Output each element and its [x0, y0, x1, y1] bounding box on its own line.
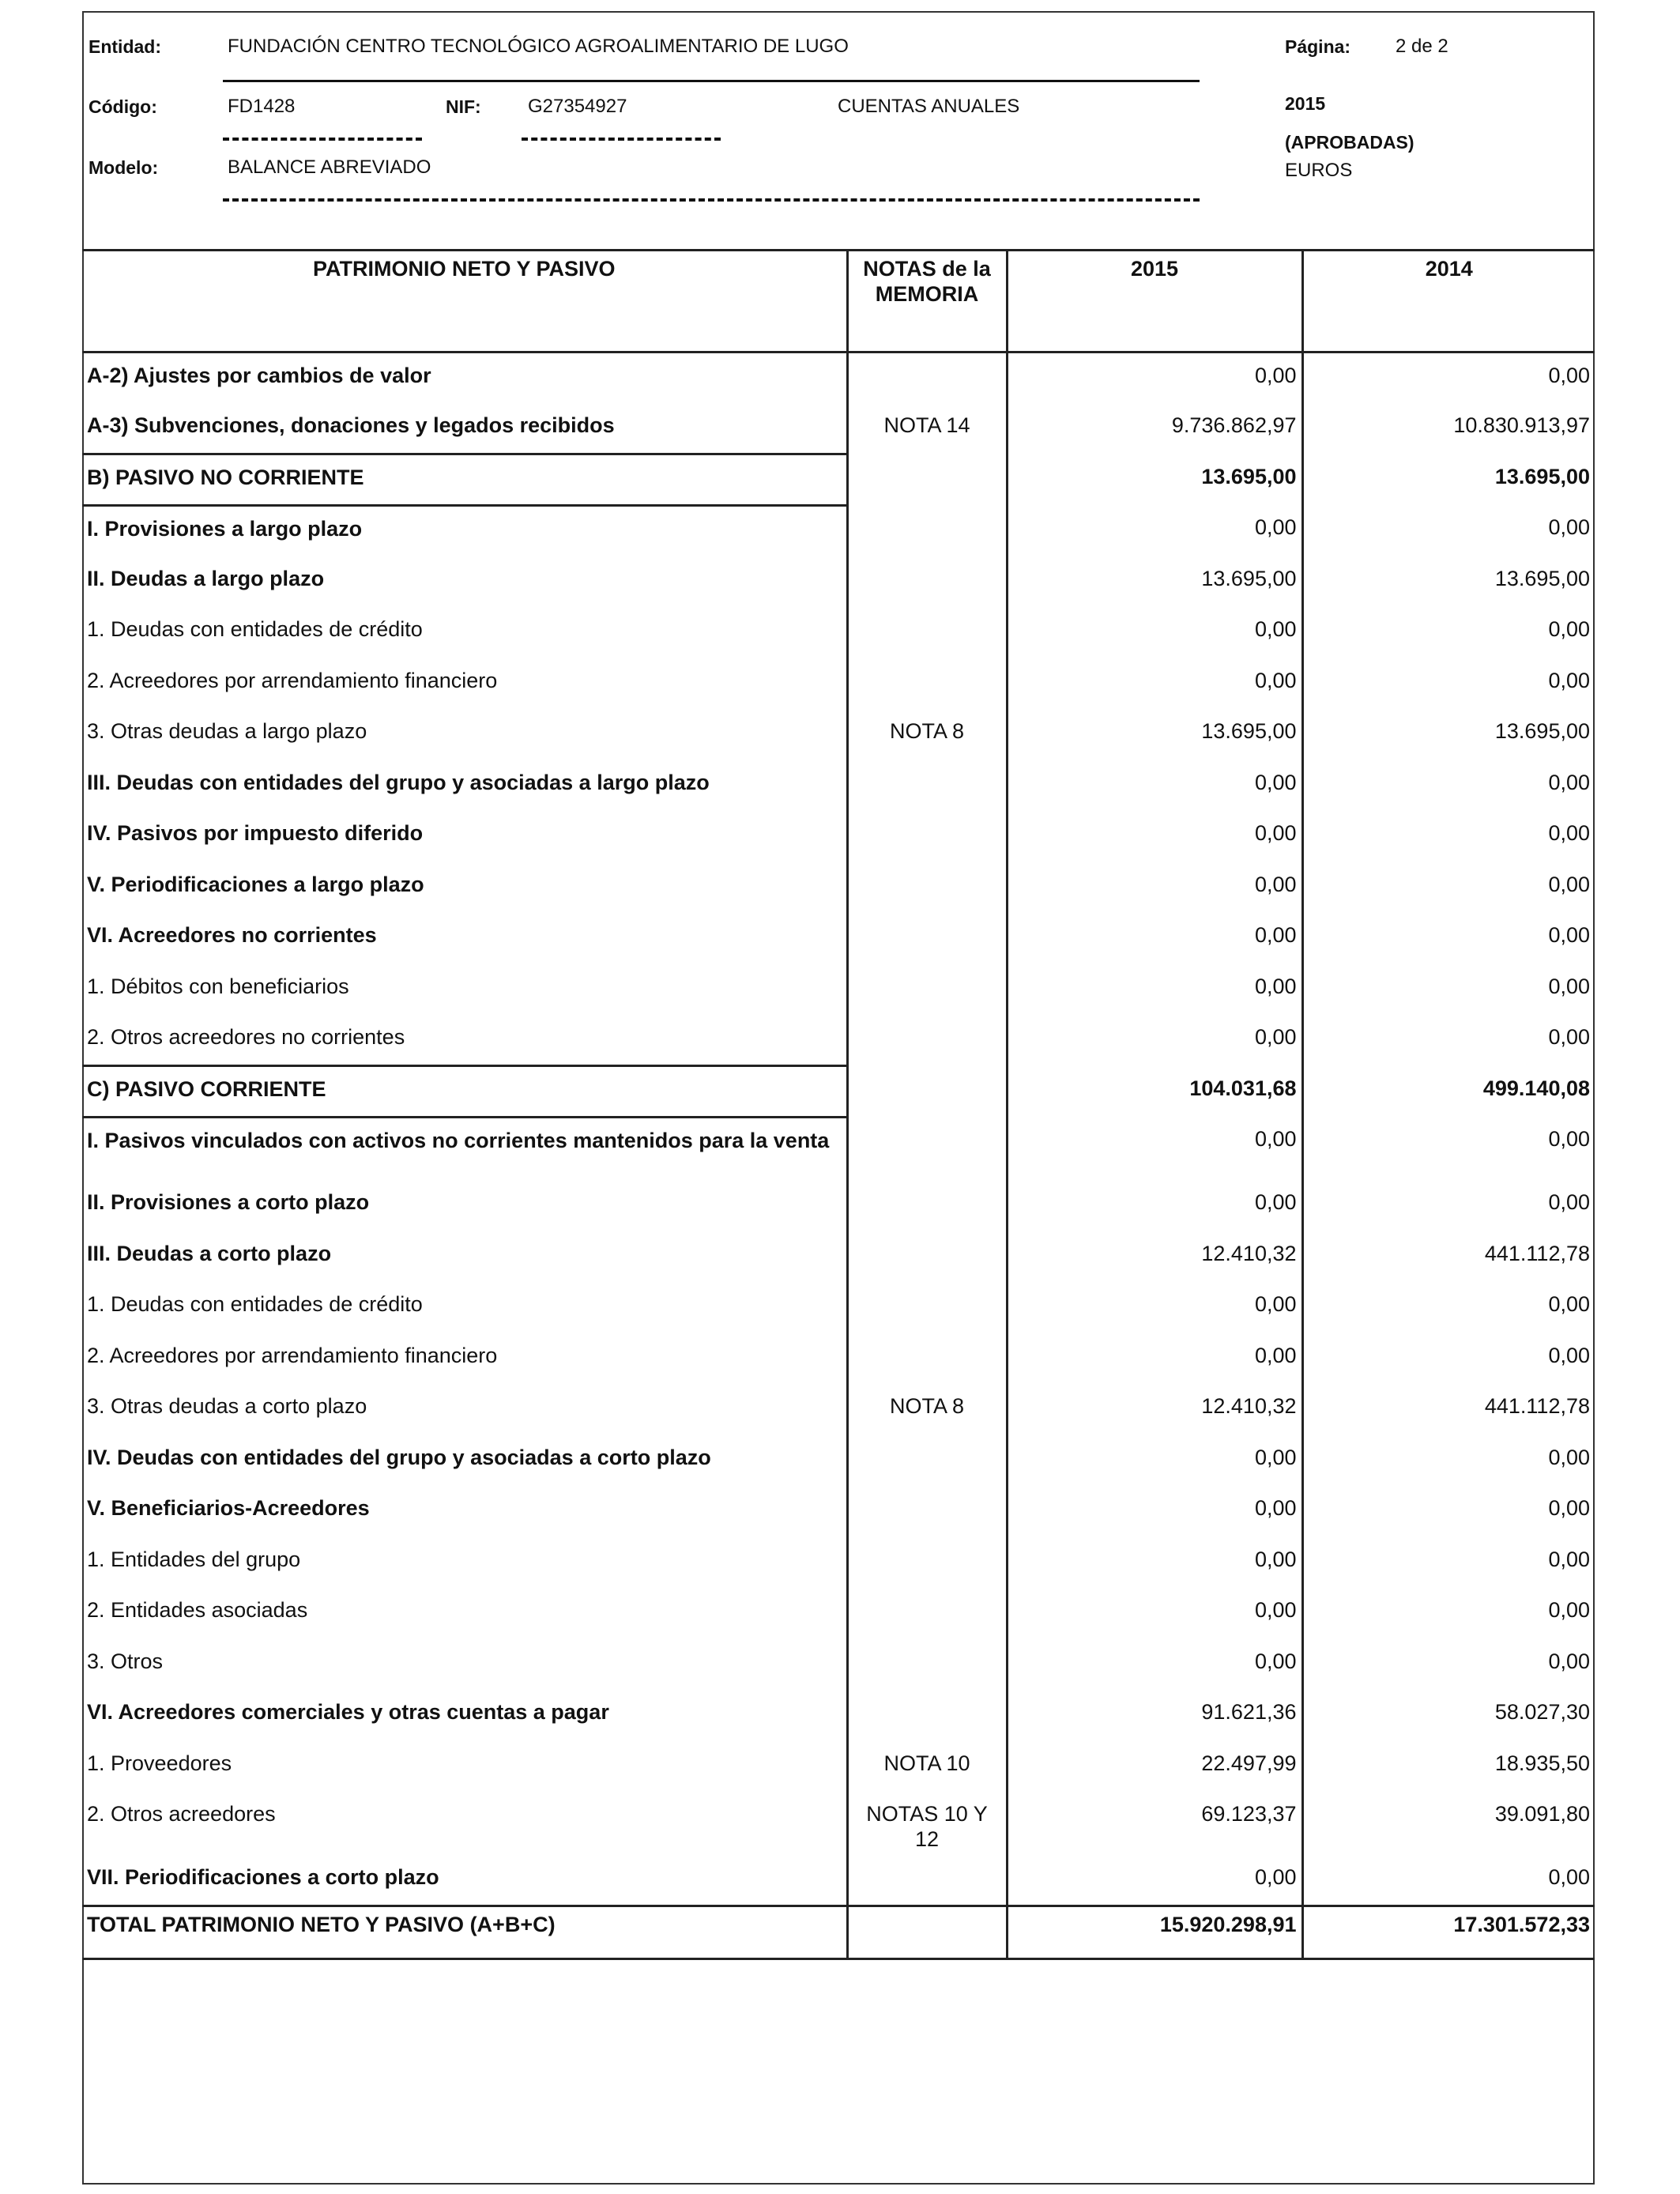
row-label: 2. Entidades asociadas: [87, 1598, 308, 1622]
row-value-2014: 0,00: [1548, 1190, 1590, 1214]
row-label: VI. Acreedores no corrientes: [87, 923, 377, 947]
pagina-label: Página:: [1285, 36, 1351, 57]
row-label: 3. Otros: [87, 1649, 164, 1673]
row-note: NOTA 10: [847, 1741, 1007, 1793]
row-value-2014: 0,00: [1548, 1496, 1590, 1520]
row-value-2015: 0,00: [1007, 1117, 1302, 1180]
row-value-2015: 0,00: [1007, 1855, 1302, 1906]
row-value-2014: 39.091,80: [1494, 1802, 1590, 1826]
row-label: I. Pasivos vinculados con activos no corrientes mantenidos para la venta: [82, 1117, 847, 1180]
row-value-2015: 0,00: [1007, 811, 1302, 862]
row-label: 3. Otras deudas a largo plazo: [87, 719, 367, 743]
row-value-2015: 91.621,36: [1007, 1690, 1302, 1741]
row-value-2014: 13.695,00: [1494, 719, 1590, 743]
row-value-2015: 0,00: [1007, 1588, 1302, 1639]
row-label: 1. Deudas con entidades de crédito: [87, 617, 423, 641]
row-note: [847, 1066, 1007, 1118]
row-value-2015: 69.123,37: [1007, 1792, 1302, 1855]
entidad-underline: [223, 80, 1200, 82]
row-note: [847, 556, 1007, 608]
row-value-2014: 0,00: [1548, 923, 1590, 947]
row-value-2015: 0,00: [1007, 607, 1302, 658]
entidad-value: FUNDACIÓN CENTRO TECNOLÓGICO AGROALIMENTARIO DE LUGO: [228, 36, 849, 57]
row-value-2014: 0,00: [1548, 617, 1590, 641]
table-row: [82, 1231, 1595, 1283]
row-value-2015: 22.497,99: [1007, 1741, 1302, 1793]
row-label: 1. Proveedores: [87, 1751, 232, 1775]
pagina-value: 2 de 2: [1396, 36, 1448, 57]
row-note: [847, 454, 1007, 506]
table-row: [82, 1639, 1595, 1691]
row-label: IV. Pasivos por impuesto diferido: [87, 821, 424, 845]
row-value-2014: 0,00: [1548, 668, 1590, 692]
row-note: [847, 862, 1007, 914]
row-value-2015: 0,00: [1007, 1015, 1302, 1066]
balance-table: [82, 249, 1595, 1960]
table-row: [82, 658, 1595, 710]
table-row: [82, 1333, 1595, 1385]
row-note: [847, 1117, 1007, 1180]
row-value-2015: 0,00: [1007, 1180, 1302, 1231]
table-row: [82, 505, 1595, 556]
row-value-2014: 0,00: [1548, 1598, 1590, 1622]
row-value-2014: 0,00: [1548, 770, 1590, 794]
row-value-2014: 0,00: [1548, 1025, 1590, 1049]
row-note: [847, 352, 1007, 404]
row-label: 1. Débitos con beneficiarios: [87, 974, 349, 998]
row-note: [847, 1282, 1007, 1333]
table-row: [82, 607, 1595, 658]
row-value-2015: 0,00: [1007, 658, 1302, 710]
table-row: [82, 1384, 1595, 1435]
row-label: II. Provisiones a corto plazo: [87, 1190, 370, 1214]
row-note: [847, 1486, 1007, 1537]
modelo-label: Modelo:: [89, 157, 159, 178]
modelo-value: BALANCE ABREVIADO: [228, 156, 431, 178]
row-label: V. Periodificaciones a largo plazo: [87, 872, 424, 896]
row-value-2015: 0,00: [1007, 760, 1302, 812]
row-value-2014: 13.695,00: [1494, 566, 1590, 590]
row-label: III. Deudas a corto plazo: [87, 1241, 332, 1265]
row-note: NOTA 14: [847, 403, 1007, 454]
row-value-2014: 0,00: [1548, 364, 1590, 387]
row-value-2014: 13.695,00: [1494, 464, 1590, 488]
row-value-2015: 9.736.862,97: [1007, 403, 1302, 454]
table-row: [82, 1486, 1595, 1537]
modelo-underline: [223, 198, 1200, 202]
row-note: [847, 1588, 1007, 1639]
row-value-2015: 0,00: [1007, 1639, 1302, 1691]
table-row: [82, 1588, 1595, 1639]
table-row: [82, 352, 1595, 404]
table-row: [82, 964, 1595, 1016]
table-row: [82, 862, 1595, 914]
table-row: [82, 913, 1595, 964]
row-value-2014: 0,00: [1548, 1547, 1590, 1571]
table-row: [82, 556, 1595, 608]
table-row: [82, 1855, 1595, 1906]
row-label: 1. Deudas con entidades de crédito: [87, 1292, 423, 1316]
row-value-2014: 441.112,78: [1484, 1241, 1590, 1265]
row-value-2015: 12.410,32: [1007, 1231, 1302, 1283]
row-note: [847, 1639, 1007, 1691]
row-label: 2. Acreedores por arrendamiento financiero: [87, 1343, 498, 1367]
row-note: NOTA 8: [847, 1384, 1007, 1435]
row-note: [847, 1855, 1007, 1906]
table-row: [82, 1066, 1595, 1118]
row-label: 1. Entidades del grupo: [87, 1547, 301, 1571]
row-label: I. Provisiones a largo plazo: [82, 505, 847, 556]
row-value-2015: 0,00: [1007, 352, 1302, 404]
row-value-2015: 0,00: [1007, 1282, 1302, 1333]
row-label: IV. Deudas con entidades del grupo y asociadas a corto plazo: [87, 1445, 711, 1469]
row-value-2014: 0,00: [1548, 1343, 1590, 1367]
year-label: 2015: [1285, 93, 1326, 114]
codigo-value: FD1428: [228, 96, 296, 117]
row-value-2015: 12.410,32: [1007, 1384, 1302, 1435]
row-value-2014: 18.935,50: [1494, 1751, 1590, 1775]
row-note: [847, 913, 1007, 964]
row-label: 2. Otros acreedores no corrientes: [82, 1015, 847, 1066]
row-note: [847, 1180, 1007, 1231]
codigo-underline: [223, 138, 422, 141]
row-value-2014: 0,00: [1548, 1445, 1590, 1469]
row-value-2014: 0,00: [1548, 821, 1590, 845]
row-value-2014: 0,00: [1548, 1292, 1590, 1316]
row-note: [847, 658, 1007, 710]
row-label: A-3) Subvenciones, donaciones y legados recibidos: [87, 413, 615, 437]
row-note: [847, 760, 1007, 812]
row-label: III. Deudas con entidades del grupo y asociadas a largo plazo: [87, 770, 710, 794]
row-value-2014: 10.830.913,97: [1453, 413, 1590, 437]
row-note: [847, 1231, 1007, 1283]
total-note: [847, 1906, 1007, 1959]
currency-label: EUROS: [1285, 160, 1353, 181]
row-label: C) PASIVO CORRIENTE: [82, 1066, 847, 1118]
table-row: [82, 811, 1595, 862]
row-value-2015: 0,00: [1007, 913, 1302, 964]
nif-value: G27354927: [528, 96, 627, 117]
total-label: TOTAL PATRIMONIO NETO Y PASIVO (A+B+C): [82, 1906, 847, 1959]
row-label: A-2) Ajustes por cambios de valor: [87, 364, 431, 387]
total-value-2015: 15.920.298,91: [1007, 1906, 1302, 1959]
table-row: [82, 1117, 1595, 1180]
row-note: [847, 607, 1007, 658]
row-value-2015: 13.695,00: [1007, 454, 1302, 506]
table-row: [82, 1180, 1595, 1231]
table-row: [82, 1015, 1595, 1066]
header-2014: 2014: [1302, 251, 1595, 352]
row-value-2014: 0,00: [1548, 1127, 1590, 1151]
row-note: NOTAS 10 Y 12: [847, 1792, 1007, 1855]
row-value-2015: 0,00: [1007, 505, 1302, 556]
row-label: V. Beneficiarios-Acreedores: [87, 1496, 370, 1520]
table-row: [82, 1690, 1595, 1741]
row-value-2014: 0,00: [1548, 1865, 1590, 1889]
codigo-label: Código:: [89, 96, 157, 117]
entidad-label: Entidad:: [89, 36, 161, 57]
row-label: II. Deudas a largo plazo: [87, 566, 325, 590]
table-row: [82, 403, 1595, 454]
row-note: [847, 1435, 1007, 1487]
row-note: [847, 1015, 1007, 1066]
row-value-2015: 0,00: [1007, 1333, 1302, 1385]
row-value-2015: 104.031,68: [1007, 1066, 1302, 1118]
header-notes: NOTAS de la MEMORIA: [847, 251, 1007, 352]
row-note: NOTA 8: [847, 709, 1007, 760]
row-value-2014: 58.027,30: [1494, 1700, 1590, 1724]
row-value-2014: 0,00: [1548, 974, 1590, 998]
row-label: 2. Acreedores por arrendamiento financiero: [87, 668, 498, 692]
total-row: [82, 1906, 1595, 1959]
table-row: [82, 1792, 1595, 1855]
row-value-2014: 499.140,08: [1482, 1076, 1590, 1100]
row-value-2015: 13.695,00: [1007, 556, 1302, 608]
row-value-2015: 13.695,00: [1007, 709, 1302, 760]
header-2015: 2015: [1007, 251, 1302, 352]
row-label: VII. Periodificaciones a corto plazo: [87, 1865, 439, 1889]
row-label: B) PASIVO NO CORRIENTE: [82, 454, 847, 506]
nif-underline: [522, 138, 721, 141]
table-row: [82, 1741, 1595, 1793]
cuentas-anuales: CUENTAS ANUALES: [838, 96, 1020, 117]
row-value-2014: 0,00: [1548, 515, 1590, 539]
row-value-2014: 0,00: [1548, 872, 1590, 896]
row-note: [847, 1537, 1007, 1589]
row-note: [847, 964, 1007, 1016]
header-desc: PATRIMONIO NETO Y PASIVO: [82, 251, 847, 352]
table-row: [82, 1537, 1595, 1589]
nif-label: NIF:: [446, 96, 481, 117]
table-row: [82, 1435, 1595, 1487]
row-note: [847, 1690, 1007, 1741]
row-value-2015: 0,00: [1007, 862, 1302, 914]
row-value-2015: 0,00: [1007, 1486, 1302, 1537]
row-note: [847, 1333, 1007, 1385]
table-row: [82, 709, 1595, 760]
row-label: VI. Acreedores comerciales y otras cuentas a pagar: [87, 1700, 609, 1724]
table-row: [82, 1282, 1595, 1333]
row-value-2014: 0,00: [1548, 1649, 1590, 1673]
row-value-2014: 441.112,78: [1484, 1394, 1590, 1418]
table-row: [82, 454, 1595, 506]
table-header-row: [82, 251, 1595, 352]
row-value-2015: 0,00: [1007, 1537, 1302, 1589]
table-row: [82, 760, 1595, 812]
row-value-2015: 0,00: [1007, 964, 1302, 1016]
total-value-2014: 17.301.572,33: [1302, 1906, 1595, 1959]
row-value-2015: 0,00: [1007, 1435, 1302, 1487]
row-note: [847, 811, 1007, 862]
row-label: 3. Otras deudas a corto plazo: [87, 1394, 367, 1418]
aprobadas-label: (APROBADAS): [1285, 132, 1414, 153]
row-label: 2. Otros acreedores: [87, 1802, 276, 1826]
row-note: [847, 505, 1007, 556]
